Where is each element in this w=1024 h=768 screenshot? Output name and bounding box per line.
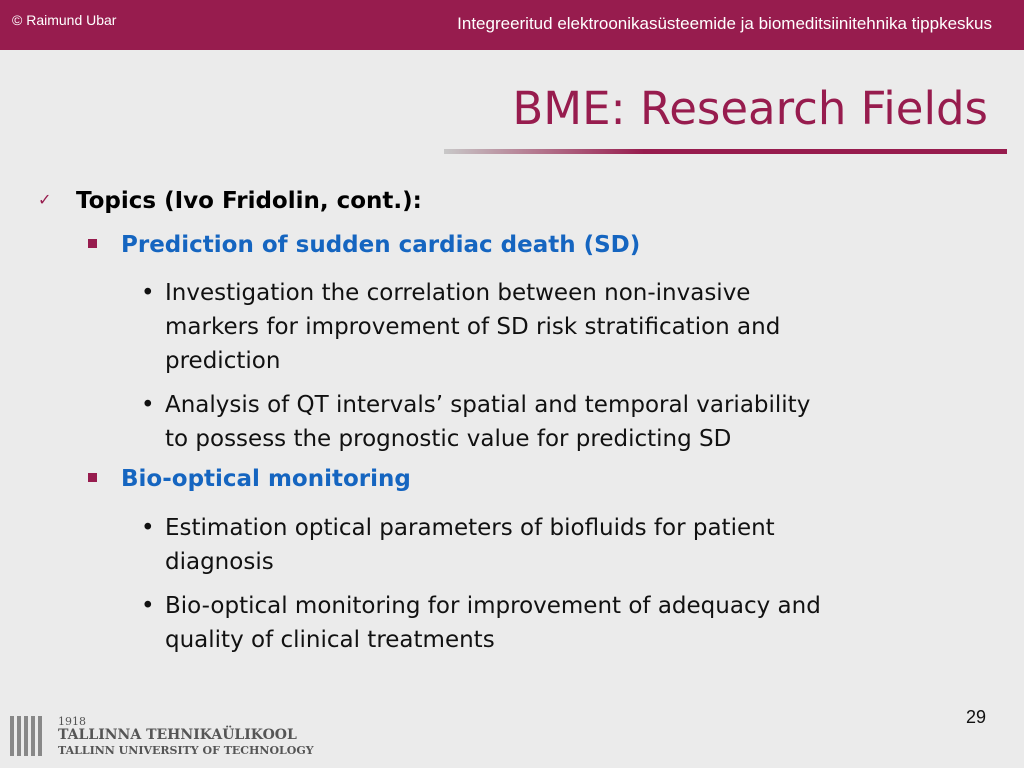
bullet-line: Investigation the correlation between non-invasive: [165, 280, 751, 306]
topic-label: Topics (Ivo Fridolin, cont.):: [76, 188, 422, 214]
section-heading: Bio-optical monitoring: [88, 466, 411, 492]
logo-year: 1918: [58, 715, 86, 728]
checkmark-icon: ✓: [38, 190, 52, 209]
logo-name-english: TALLINN UNIVERSITY OF TECHNOLOGY: [58, 744, 314, 757]
slide-title: BME: Research Fields: [512, 82, 988, 135]
logo-bars-icon: [10, 716, 48, 756]
bullet-line: Bio-optical monitoring for improvement of adequacy and: [165, 593, 821, 619]
square-bullet-icon: [88, 239, 97, 248]
bullet-line: Analysis of QT intervals’ spatial and temporal variability: [165, 392, 811, 418]
bullet-item: [141, 388, 991, 456]
bullet-line: quality of clinical treatments: [165, 627, 495, 653]
bullet-item: [141, 589, 991, 657]
bullet-line: diagnosis: [165, 549, 274, 575]
page-number: 29: [965, 707, 986, 727]
bullet-dot-icon: •: [141, 515, 155, 541]
topic-item: [38, 188, 422, 214]
institution-name: Integreeritud elektroonikasüsteemide ja biomeditsiinitehnika tippkeskus: [457, 14, 992, 33]
section-heading: Prediction of sudden cardiac death (SD): [88, 232, 640, 258]
bullet-item: [141, 276, 991, 378]
bullet-line: markers for improvement of SD risk stratification and: [165, 314, 781, 340]
bullet-dot-icon: •: [141, 593, 155, 619]
university-logo: [10, 715, 314, 760]
square-bullet-icon: [88, 473, 97, 482]
bullet-item: [141, 511, 991, 579]
bullet-dot-icon: •: [141, 280, 155, 306]
bullet-dot-icon: •: [141, 392, 155, 418]
bullet-line: prediction: [165, 348, 281, 374]
bullet-line: Estimation optical parameters of biofluids for patient: [165, 515, 775, 541]
copyright-text: © Raimund Ubar: [12, 12, 117, 28]
bullet-line: to possess the prognostic value for predicting SD: [165, 426, 732, 452]
logo-name-estonian: TALLINNA TEHNIKAÜLIKOOL: [58, 727, 297, 743]
